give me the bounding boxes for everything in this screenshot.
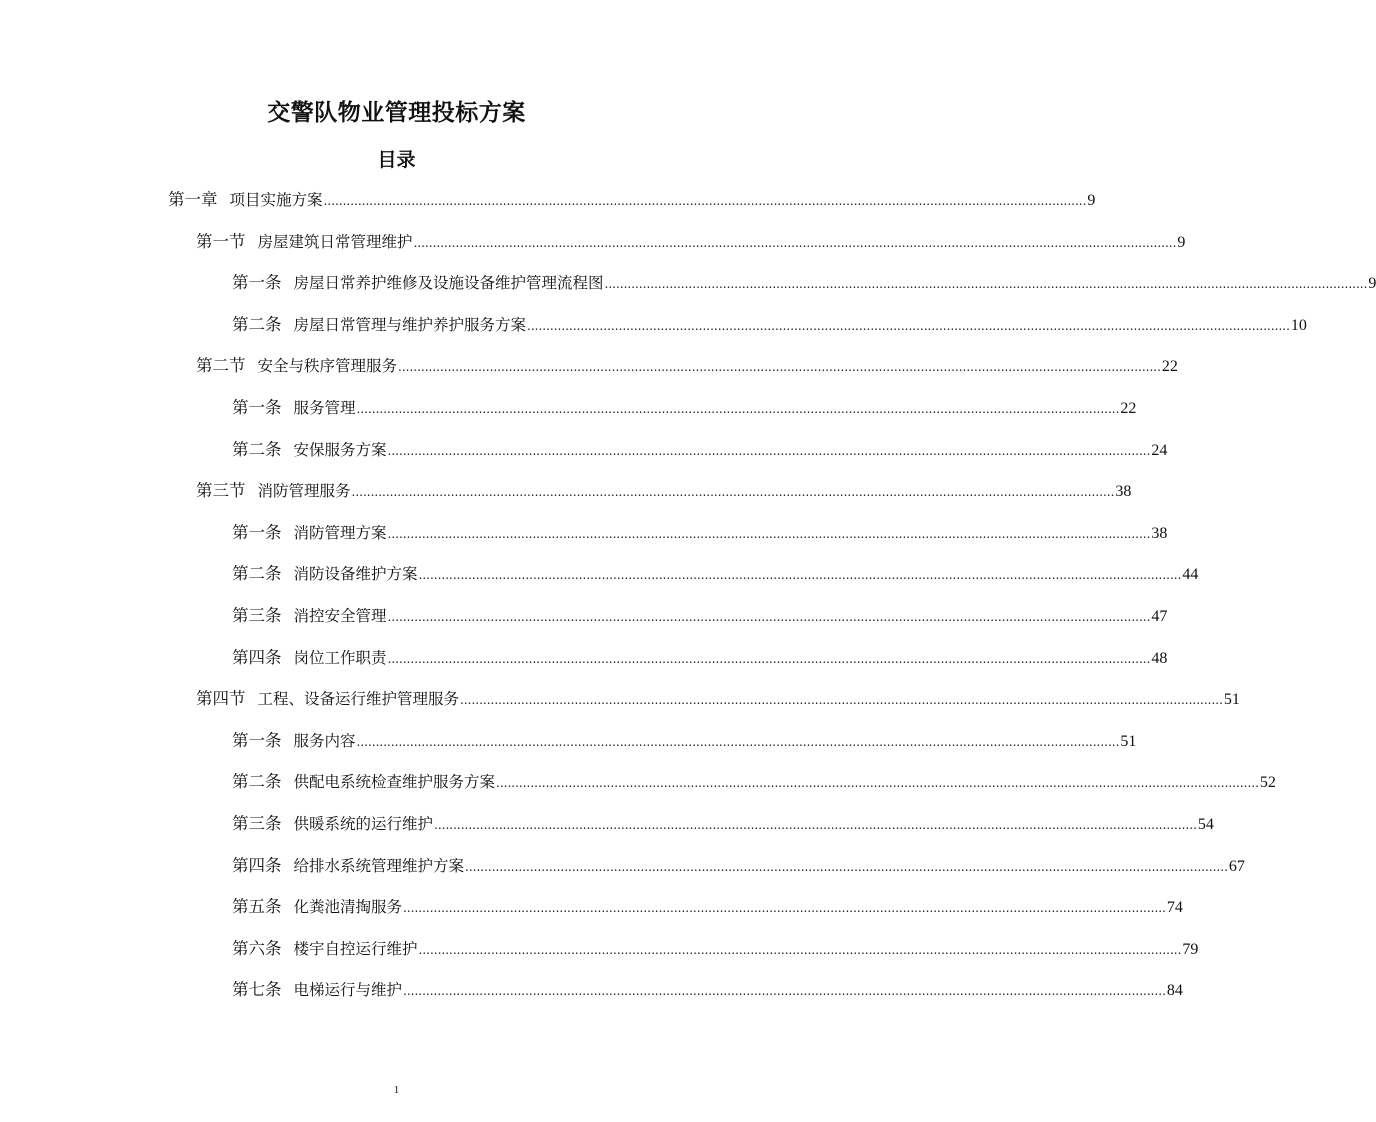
toc-entry-label: 第五条 bbox=[232, 897, 282, 917]
toc-entry-page: 10 bbox=[1290, 316, 1307, 334]
toc-dot-leader: ........................................................................................................................................................................................................ bbox=[387, 526, 1151, 541]
toc-entry-label: 第三节 bbox=[196, 481, 246, 501]
toc-entry-title: 安全与秩序管理服务 bbox=[257, 357, 398, 376]
toc-dot-leader: ........................................................................................................................................................................................................ bbox=[387, 651, 1151, 666]
toc-entry-title: 供暖系统的运行维护 bbox=[293, 815, 434, 833]
toc-entry-label: 第七条 bbox=[232, 980, 282, 1000]
toc-entry-page: 9 bbox=[1368, 275, 1376, 293]
toc-entry-page: 47 bbox=[1151, 608, 1168, 625]
toc-entry-page: 38 bbox=[1151, 524, 1168, 542]
toc-dot-leader: ........................................................................................................................................................................................................ bbox=[387, 610, 1151, 624]
toc-entry[interactable] bbox=[232, 937, 1199, 961]
toc-entry-page: 84 bbox=[1166, 982, 1183, 1000]
toc-entry-title: 服务内容 bbox=[293, 731, 356, 750]
toc-dot-leader: ........................................................................................................................................................................................................ bbox=[356, 402, 1120, 416]
toc-entry-label: 第四条 bbox=[232, 855, 282, 875]
toc-entry-title: 给排水系统管理维护方案 bbox=[293, 856, 465, 875]
toc-entry-title: 服务管理 bbox=[293, 399, 356, 417]
toc-entry-label: 第二条 bbox=[232, 564, 282, 584]
toc-entry-title: 消防管理服务 bbox=[257, 482, 351, 501]
toc-entry[interactable] bbox=[232, 396, 1137, 420]
toc-entry-page: 44 bbox=[1182, 566, 1199, 584]
toc-entry-page: 51 bbox=[1223, 691, 1240, 709]
toc-entry-label: 第一条 bbox=[232, 398, 282, 417]
toc-entry[interactable] bbox=[168, 188, 1096, 212]
toc-entry-label: 第一条 bbox=[232, 730, 282, 750]
toc-entry-label: 第一章 bbox=[168, 190, 218, 209]
toc-entry[interactable] bbox=[196, 230, 1186, 254]
toc-entry-page: 22 bbox=[1161, 358, 1178, 376]
toc-dot-leader: ........................................................................................................................................................................................................ bbox=[403, 984, 1166, 999]
toc-entry-label: 第四条 bbox=[232, 647, 282, 667]
toc-dot-leader: ........................................................................................................................................................................................................ bbox=[356, 734, 1120, 749]
toc-entry-page: 24 bbox=[1151, 441, 1168, 459]
toc-dot-leader: ........................................................................................................................................................................................................ bbox=[465, 859, 1228, 874]
toc-dot-leader: ........................................................................................................................................................................................................ bbox=[604, 277, 1368, 292]
toc-entry-title: 工程、设备运行维护管理服务 bbox=[257, 690, 460, 709]
toc-entry-label: 第一条 bbox=[232, 273, 282, 293]
toc-dot-leader: ........................................................................................................................................................................................................ bbox=[460, 693, 1223, 708]
toc-entry-label: 第二节 bbox=[196, 356, 246, 376]
toc-dot-leader: ........................................................................................................................................................................................................ bbox=[403, 901, 1166, 916]
toc-entry-page: 48 bbox=[1151, 649, 1168, 667]
toc-entry[interactable] bbox=[232, 770, 1276, 794]
toc-dot-leader: ........................................................................................................................................................................................................ bbox=[418, 568, 1182, 583]
toc-dot-leader: ........................................................................................................................................................................................................ bbox=[398, 360, 1161, 375]
toc-entry-title: 消控安全管理 bbox=[293, 607, 387, 625]
toc-heading: 目录 bbox=[377, 149, 416, 171]
toc-entry[interactable] bbox=[232, 729, 1137, 753]
toc-entry-title: 楼宇自控运行维护 bbox=[293, 939, 418, 958]
toc-entry-label: 第六条 bbox=[232, 938, 282, 958]
toc-entry-label: 第三条 bbox=[232, 606, 282, 625]
toc-dot-leader: ........................................................................................................................................................................................................ bbox=[351, 485, 1115, 500]
toc-entry-label: 第四节 bbox=[196, 689, 246, 709]
toc-entry-label: 第三条 bbox=[232, 814, 282, 833]
toc-dot-leader: ........................................................................................................................................................................................................ bbox=[418, 942, 1182, 957]
toc-entry-title: 电梯运行与维护 bbox=[293, 981, 403, 1000]
toc-entry[interactable] bbox=[232, 521, 1168, 545]
toc-entry-label: 第二条 bbox=[232, 439, 282, 459]
toc-entry-page: 74 bbox=[1166, 899, 1183, 917]
toc-entry-page: 9 bbox=[1087, 192, 1096, 209]
toc-entry[interactable] bbox=[232, 978, 1183, 1002]
toc-entry[interactable] bbox=[196, 479, 1132, 503]
toc-entry-title: 岗位工作职责 bbox=[293, 648, 387, 667]
toc-dot-leader: ........................................................................................................................................................................................................ bbox=[387, 443, 1151, 458]
toc-entry-page: 22 bbox=[1120, 400, 1137, 417]
toc-entry-title: 消防管理方案 bbox=[293, 523, 387, 542]
toc-entry[interactable] bbox=[232, 271, 1376, 295]
document-title: 交警队物业管理投标方案 bbox=[267, 100, 526, 126]
toc-entry-page: 9 bbox=[1177, 233, 1186, 251]
toc-entry-title: 化粪池清掏服务 bbox=[293, 898, 403, 917]
toc-entry-page: 52 bbox=[1259, 774, 1276, 792]
toc-dot-leader: ........................................................................................................................................................................................................ bbox=[434, 818, 1197, 832]
toc-entry[interactable] bbox=[232, 895, 1183, 919]
toc-entry-title: 房屋日常养护维修及设施设备维护管理流程图 bbox=[293, 274, 604, 293]
toc-entry-page: 79 bbox=[1182, 940, 1199, 958]
toc-dot-leader: ........................................................................................................................................................................................................ bbox=[413, 235, 1177, 250]
toc-entry-page: 38 bbox=[1115, 483, 1132, 501]
toc-entry-page: 54 bbox=[1197, 816, 1214, 833]
toc-entry-label: 第一条 bbox=[232, 522, 282, 542]
toc-entry[interactable] bbox=[232, 438, 1168, 462]
toc-entry-title: 安保服务方案 bbox=[293, 440, 387, 459]
toc-entry-label: 第二条 bbox=[232, 314, 282, 334]
toc-entry[interactable] bbox=[196, 687, 1240, 711]
toc-entry-title: 供配电系统检查维护服务方案 bbox=[293, 773, 496, 792]
toc-entry[interactable] bbox=[232, 604, 1168, 628]
toc-entry-title: 房屋建筑日常管理维护 bbox=[257, 232, 413, 251]
toc-entry[interactable] bbox=[232, 646, 1168, 670]
toc-entry[interactable] bbox=[232, 854, 1245, 878]
page-number: 1 bbox=[393, 1084, 400, 1096]
toc-entry[interactable] bbox=[232, 562, 1199, 586]
toc-entry[interactable] bbox=[232, 812, 1214, 836]
toc-entry-label: 第二条 bbox=[232, 772, 282, 792]
toc-dot-leader: ........................................................................................................................................................................................................ bbox=[496, 776, 1259, 791]
toc-entry-page: 51 bbox=[1120, 732, 1137, 750]
toc-entry-label: 第一节 bbox=[196, 231, 246, 251]
toc-dot-leader: ........................................................................................................................................................................................................ bbox=[527, 318, 1290, 333]
toc-entry[interactable] bbox=[196, 354, 1178, 378]
toc-dot-leader: ........................................................................................................................................................................................................ bbox=[323, 194, 1087, 208]
toc-entry[interactable] bbox=[232, 313, 1307, 337]
toc-entry-page: 67 bbox=[1228, 857, 1245, 875]
toc-entry-title: 房屋日常管理与维护养护服务方案 bbox=[293, 315, 527, 334]
toc-entry-title: 项目实施方案 bbox=[229, 191, 323, 209]
toc-entry-title: 消防设备维护方案 bbox=[293, 565, 418, 584]
